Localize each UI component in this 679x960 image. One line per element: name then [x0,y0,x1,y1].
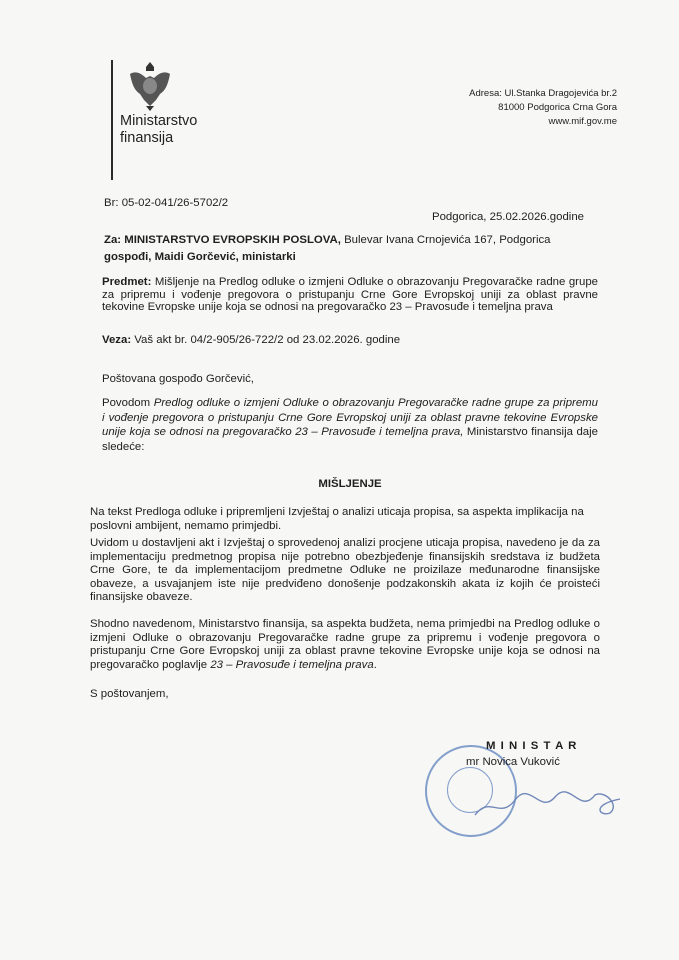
recipient-line [104,234,599,248]
subject-label: Predmet: [102,276,152,288]
conclusion-post: . [373,658,377,671]
opinion-paragraph-2: Uvidom u dostavljeni akt i Izvještaj o sprovedenoj analizi procjene uticaja propisa, navedeno je da za implementaciju predmetnog propisa nije potrebno obezbjeđenje finansijskih sredstava iz budžeta Crne Gore, te da implementacijom predmetne Odluke ne proizilaze međunarodne finansijske obaveze, a usvajanjem iste nije predviđeno donošenje podzakonskih akata iz kojih će proisteći finansijske obaveze. [90,537,600,604]
ministry-name [120,113,197,147]
address-street: Adresa: Ul.Stanka Dragojevića br.2 [469,88,617,99]
ministry-address [469,87,617,129]
signature-name: mr Novica Vuković [466,756,560,768]
reference-number: Br: 05-02-041/26-5702/2 [104,197,229,209]
signature-title: M I N I S T A R [486,740,578,752]
opinion-title: MIŠLJENJE [318,478,382,490]
subject-text: Mišljenje na Predlog odluke o izmjeni Odluke o obrazovanju Pregovaračke radne grupe za pripremu i vođenje pregovora o pristupanju Crne Gore Evropskoj uniji za oblast pravne tekovine Evropske unije koja se odnosi na pregovaračko 23 – Pravosuđe i temeljna prava [102,276,598,314]
conclusion-italic: 23 – Pravosuđe i temeljna prava [210,658,374,671]
recipient-person: gospođi, Maidi Gorčević, ministarki [104,250,296,263]
intro-pre: Povodom [102,397,154,409]
handwritten-signature-icon [470,785,630,825]
relation-label: Veza: [102,334,132,346]
conclusion-paragraph [90,618,600,672]
opinion-paragraph-1: Na tekst Predloga odluke i pripremljeni Izvještaj o analizi uticaja propisa, sa aspekta implikacija na poslovni ambijent, nemamo primjedbi. [90,506,584,532]
address-website[interactable]: www.mif.gov.me [548,116,617,127]
address-city: 81000 Podgorica Crna Gora [498,102,617,113]
ministry-name-line1: Ministarstvo [120,113,198,129]
closing: S poštovanjem, [90,688,169,700]
header-divider-line [111,60,113,180]
conclusion-pre: Shodno navedenom, Ministarstvo finansija, sa aspekta budžeta, nema primjedbi na Predlog odluke o izmjeni Odluke o obrazovanju Pregovaračke radne grupe za pripremu i vođenje pregovora o pristupanju Crne Gore Evropskoj uniji za oblast pravne tekovine Evropske unije koja se odnosi na pregovaračko poglavlje [90,618,600,671]
intro-paragraph [102,396,598,454]
salutation: Poštovana gospođo Gorčević, [102,373,254,385]
ministry-name-line2: finansija [120,130,174,146]
recipient-block [104,234,599,264]
relation-text: Vaš akt br. 04/2-905/26-722/2 od 23.02.2026. godine [131,334,401,346]
intro-post: Ministarstvo finansija daje sledeće: [102,426,598,453]
place-date: Podgorica, 25.02.2026.godine [432,211,584,223]
recipient-address: Bulevar Ivana Crnojevića 167, Podgorica [340,234,551,246]
recipient-org: MINISTARSTVO EVROPSKIH POSLOVA, [124,234,341,246]
recipient-label: Za: [104,234,122,246]
subject-block [102,276,598,314]
relation-block [102,334,400,348]
coat-of-arms-icon [126,60,174,112]
intro-italic: Predlog odluke o izmjeni Odluke o obrazovanju Pregovaračke radne grupe za pripremu i vođenje pregovora o pristupanju Crne Gore Evropskoj uniji za oblast pravne tekovine Evropske unije koja se odnosi na pregovaračko 23 – Pravosuđe i temeljna prava, [102,397,598,438]
